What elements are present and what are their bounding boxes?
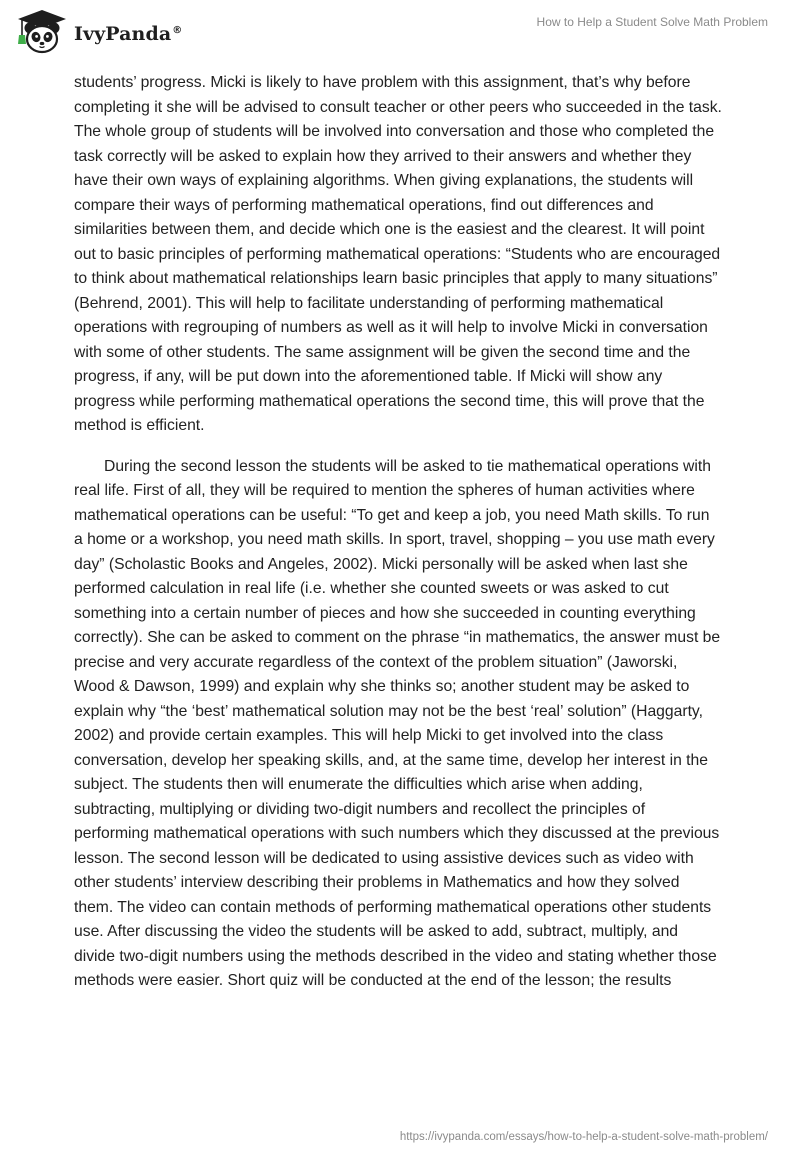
document-title: How to Help a Student Solve Math Problem: [536, 15, 768, 29]
brand-name: [74, 23, 182, 45]
registered-mark: ®: [172, 24, 183, 36]
essay-body: [74, 71, 722, 994]
ivypanda-logo[interactable]: [14, 8, 182, 56]
page-header: [0, 0, 800, 64]
paragraph-continued: students’ progress. Micki is likely to have problem with this assignment, that’s why before completing it she will be advised to consult teacher or other peers who succeeded in the task. The whole group of students will be involved into conversation and those who completed the task correctly will be asked to explain how they arrived to their answers and whether they have their own ways of explaining algorithms. When giving explanations, the students will compare their ways of performing mathematical operations, find out differences and similarities between them, and decide which one is the easiest and the clearest. It will point out to basic principles of performing mathematical operations: “Students who are encouraged to think about mathematical relationships learn basic principles that apply to many situations” (Behrend, 2001). This will help to facilitate understanding of performing mathematical operations with regrouping of numbers as well as it will help to involve Micki in conversation with some of other students. The same assignment will be given the second time and the progress, if any, will be put down into the aforementioned table. If Micki will show any progress while performing mathematical operations the second time, this will prove that the method is efficient.: [74, 74, 722, 434]
panda-graduation-cap-icon: [14, 8, 70, 56]
paragraph-second-lesson: During the second lesson the students will be asked to tie mathematical operations with real life. First of all, they will be required to mention the spheres of human activities where mathematical operations can be useful: “To get and keep a job, you need Math skills. To run a home or a workshop, you need math skills. In sport, travel, shopping – you use math every day” (Scholastic Books and Angeles, 2002). Micki personally will be asked when last she performed calculation in real life (i.e. whether she counted sweets or was asked to cut something into a certain number of pieces and how she succeeded in counting everything correctly). She can be asked to comment on the phrase “in mathematics, the answer must be precise and very accurate regardless of the context of the problem situation” (Jaworski, Wood & Dawson, 1999) and explain why she thinks so; another student may be asked to explain why “the ‘best’ mathematical solution may not be the best ‘real’ solution” (Haggarty, 2002) and provide certain examples. This will help Micki to get involved into the class conversation, develop her speaking skills, and, at the same time, develop her interest in the subject. The students then will enumerate the difficulties which arise when adding, subtracting, multiplying or dividing two-digit numbers and recollect the principles of performing mathematical operations with such numbers which they discussed at the previous lesson. The second lesson will be dedicated to using assistive devices such as video with other students’ interview describing their problems in Mathematics and how they solved them. The video can contain methods of performing mathematical operations other students use. After discussing the video the students will be asked to add, subtract, multiply, and divide two-digit numbers using the methods described in the video and stating whether those methods were easier. Short quiz will be conducted at the end of the lesson; the results: [74, 457, 721, 989]
brand-name-text: IvyPanda: [74, 23, 172, 45]
source-url[interactable]: https://ivypanda.com/essays/how-to-help-a-student-solve-math-problem/: [399, 1131, 768, 1143]
